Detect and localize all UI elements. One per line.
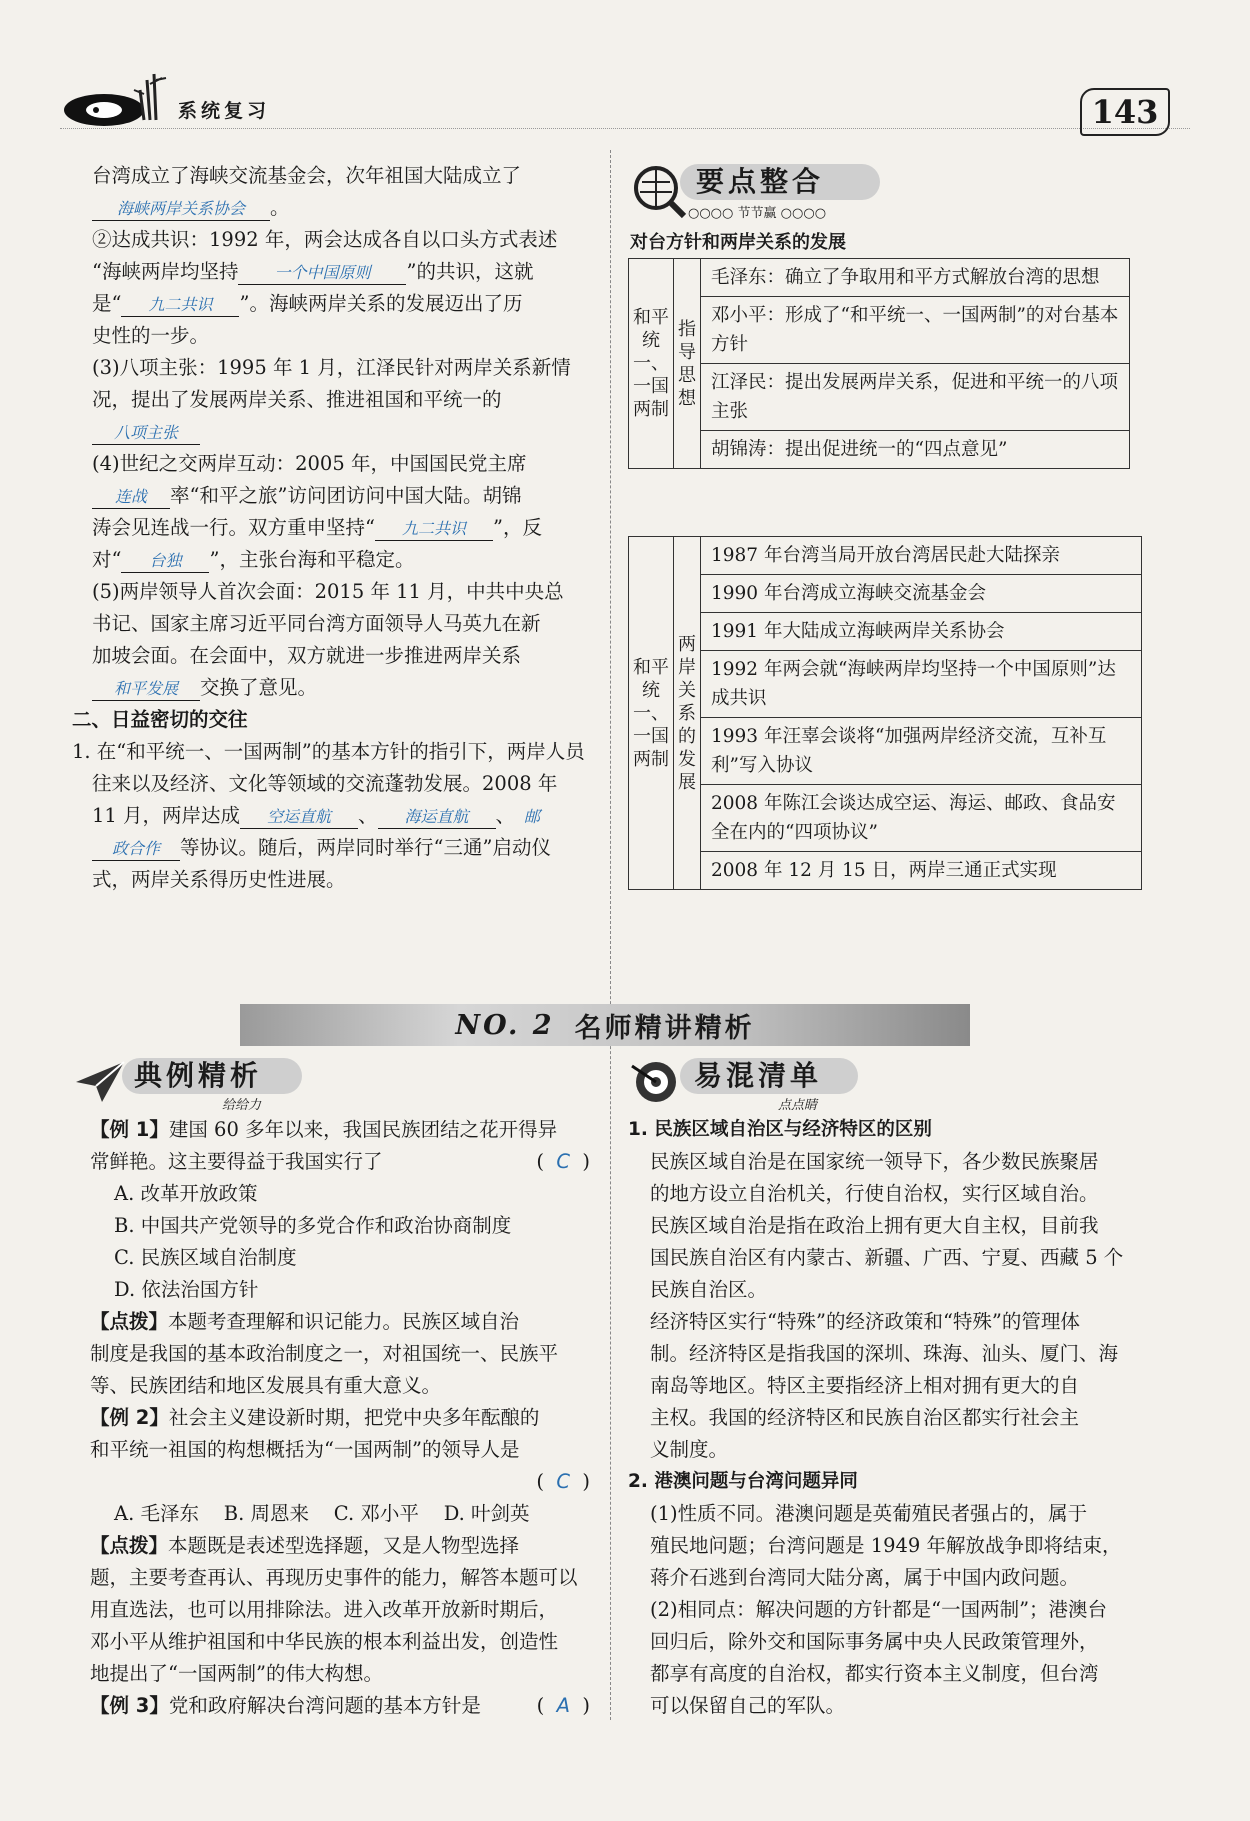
table-cell: 1990 年台湾成立海峡交流基金会 — [701, 575, 1142, 613]
examples-text — [90, 1114, 590, 1722]
text-line: ②达成共识：1992 年，两会达成各自以口头方式表述 — [92, 228, 558, 251]
text-fragment: 本题既是表述型选择题，又是人物型选择 — [168, 1534, 520, 1557]
table-cell: 指导思想 — [674, 259, 701, 469]
table-title: 对台方针和两岸关系的发展 — [630, 232, 846, 253]
section-title: 易混清单 — [694, 1059, 823, 1092]
text-fragment: 对“ — [92, 548, 122, 571]
text-fragment: 11 月，两岸达成 — [92, 804, 241, 827]
section-banner — [240, 1004, 970, 1046]
text-line: 民族自治区。 — [650, 1278, 768, 1301]
text-line: 史性的一步。 — [92, 324, 210, 347]
text-line: (2)相同点：解决问题的方针都是“一国两制”；港澳台 — [650, 1598, 1108, 1621]
text-fragment: 率“和平之旅”访问团访问中国大陆。胡锦 — [170, 484, 522, 507]
example-tag: 【例 1】 — [90, 1118, 169, 1141]
text-line: 1. 在“和平统一、一国两制”的基本方针的指引下，两岸人员 — [72, 740, 585, 763]
page-number: 143 — [1080, 88, 1170, 136]
text-line: 国民族自治区有内蒙古、新疆、广西、宁夏、西藏 5 个 — [650, 1246, 1124, 1269]
answer-blank: 海峡两岸关系协会 — [92, 198, 270, 221]
text-fragment: 。 — [270, 196, 290, 219]
text-line: 题，主要考查再认、再现历史事件的能力，解答本题可以 — [90, 1566, 578, 1589]
text-line: 殖民地问题；台湾问题是 1949 年解放战争即将结束， — [650, 1534, 1122, 1557]
text-line — [92, 480, 592, 512]
answer-blank: 一个中国原则 — [238, 262, 406, 285]
text-line: 可以保留自己的军队。 — [650, 1694, 846, 1717]
text-line: 往来以及经济、文化等领域的交流蓬勃发展。2008 年 — [92, 772, 558, 795]
section-subtitle: 给给力 — [222, 1098, 262, 1113]
text-line — [90, 1306, 590, 1338]
text-line — [90, 1530, 590, 1562]
target-icon — [628, 1056, 688, 1106]
text-line: (1)性质不同。港澳问题是英葡殖民者强占的，属于 — [650, 1502, 1088, 1525]
text-fragment: 建国 60 多年以来，我国民族团结之花开得异 — [168, 1118, 558, 1141]
text-fragment: 社会主义建设新时期，把党中央多年酝酿的 — [168, 1406, 540, 1429]
magnifier-globe-icon — [628, 160, 688, 220]
text-line: (5)两岸领导人首次会面：2015 年 11 月，中共中央总 — [92, 580, 564, 603]
answer-blank: 空运直航 — [240, 806, 358, 829]
confusables-text — [628, 1114, 1148, 1722]
text-line — [92, 832, 592, 864]
table-cell: 1992 年两会就“海峡两岸均坚持一个中国原则”达成共识 — [701, 651, 1142, 718]
answer-blank: 台独 — [121, 550, 209, 573]
section-title: 要点整合 — [696, 165, 825, 198]
text-line: (4)世纪之交两岸互动：2005 年，中国国民党主席 — [92, 452, 527, 475]
text-fragment: 涛会见连战一行。双方重申坚持“ — [92, 516, 375, 539]
text-line — [90, 1466, 590, 1498]
section-subtitle: 点点睛 — [778, 1098, 818, 1113]
text-line — [92, 544, 592, 576]
answer-blank: 九二共识 — [121, 294, 239, 317]
answer-blank: 邮 — [524, 807, 541, 826]
answer-blank: 海运直航 — [378, 806, 496, 829]
text-line: 都享有高度的自治权，都实行资本主义制度，但台湾 — [650, 1662, 1099, 1685]
table-cell: 1991 年大陆成立海峡两岸关系协会 — [701, 613, 1142, 651]
section-title: 典例精析 — [134, 1059, 263, 1092]
table-cell: 毛泽东：确立了争取用和平方式解放台湾的思想 — [701, 259, 1130, 297]
answer-letter: A — [556, 1694, 570, 1717]
text-line: 制度是我国的基本政治制度之一，对祖国统一、民族平 — [90, 1342, 559, 1365]
text-line: 义制度。 — [650, 1438, 729, 1461]
text-line: 台湾成立了海峡交流基金会，次年祖国大陆成立了 — [92, 164, 522, 187]
text-line — [92, 416, 592, 448]
text-fragment: 是“ — [92, 292, 122, 315]
yin-yang-bamboo-icon — [62, 70, 172, 130]
answer-bracket: ( C ) — [536, 1470, 590, 1493]
text-line: 地提出了“一国两制”的伟大构想。 — [90, 1662, 383, 1685]
option: B. 中国共产党领导的多党合作和政治协商制度 — [114, 1214, 512, 1237]
text-line — [92, 256, 592, 288]
text-fragment: 本题考查理解和识记能力。民族区域自治 — [168, 1310, 520, 1333]
example-tag: 【例 3】 — [90, 1694, 169, 1717]
text-fragment: ”。海峡两岸关系的发展迈出了历 — [239, 292, 523, 315]
table-cell: 和平统一、一国两制 — [629, 537, 674, 890]
text-line: 回归后，除外交和国际事务属中央人民政策管理外， — [650, 1630, 1099, 1653]
text-fragment: ”的共识，这就 — [406, 260, 534, 283]
text-line: 的地方设立自治机关，行使自治权，实行区域自治。 — [650, 1182, 1099, 1205]
table-cell: 江泽民：提出发展两岸关系，促进和平统一的八项主张 — [701, 364, 1130, 431]
guiding-thought-table — [628, 258, 1130, 469]
section-title: 二、日益密切的交往 — [72, 708, 248, 731]
answer-bracket: ( A ) — [536, 1694, 590, 1717]
subheading: 1. 民族区域自治区与经济特区的区别 — [628, 1119, 932, 1140]
table-cell: 两岸关系的发展 — [674, 537, 701, 890]
text-line: (3)八项主张：1995 年 1 月，江泽民针对两岸关系新情 — [92, 356, 571, 379]
text-line: 经济特区实行“特殊”的经济政策和“特殊”的管理体 — [650, 1310, 1080, 1333]
subheading: 2. 港澳问题与台湾问题异同 — [628, 1471, 858, 1492]
text-line: 蒋介石逃到台湾同大陆分离，属于中国内政问题。 — [650, 1566, 1080, 1589]
table-cell: 1993 年汪辜会谈将“加强两岸经济交流，互补互利”写入协议 — [701, 718, 1142, 785]
text-line — [92, 800, 592, 832]
text-line — [90, 1690, 590, 1722]
tip-tag: 【点拨】 — [90, 1534, 169, 1557]
left-top-text — [72, 160, 592, 896]
text-fragment: “海峡两岸均坚持 — [92, 260, 239, 283]
text-line: 民族区域自治是指在政治上拥有更大自主权，目前我 — [650, 1214, 1099, 1237]
answer-blank: 八项主张 — [92, 422, 200, 445]
text-line: 加坡会面。在会面中，双方就进一步推进两岸关系 — [92, 644, 522, 667]
table-cell: 2008 年 12 月 15 日，两岸三通正式实现 — [701, 852, 1142, 890]
text-line: 南岛等地区。特区主要指经济上相对拥有更大的自 — [650, 1374, 1080, 1397]
text-line — [92, 512, 592, 544]
text-fragment: 党和政府解决台湾问题的基本方针是 — [168, 1694, 481, 1717]
text-fragment: 交换了意见。 — [200, 676, 318, 699]
answer-letter: C — [556, 1470, 570, 1493]
text-line: 邓小平从维护祖国和中华民族的根本利益出发，创造性 — [90, 1630, 559, 1653]
tip-tag: 【点拨】 — [90, 1310, 169, 1333]
text-line — [90, 1146, 590, 1178]
section-subtitle: ○○○○ 节节赢 ○○○○ — [688, 206, 827, 221]
answer-blank: 和平发展 — [92, 678, 200, 701]
header-section: 系统复习 — [178, 100, 271, 122]
table-cell: 邓小平：形成了“和平统一、一国两制”的对台基本方针 — [701, 297, 1130, 364]
text-line: 式，两岸关系得历史性进展。 — [92, 868, 346, 891]
table-cell: 和平统一、一国两制 — [629, 259, 674, 469]
answer-blank: 九二共识 — [375, 518, 493, 541]
text-line — [90, 1114, 590, 1146]
column-divider — [610, 150, 611, 1720]
text-fragment: 、 — [358, 804, 378, 827]
text-line: 书记、国家主席习近平同台湾方面领导人马英九在新 — [92, 612, 541, 635]
text-fragment: 、 — [495, 804, 516, 827]
text-fragment: 常鲜艳。这主要得益于我国实行了 — [90, 1150, 383, 1173]
header-rule — [60, 128, 1190, 129]
answer-blank: 连战 — [92, 486, 170, 509]
subtitle-text: 节节赢 — [737, 206, 777, 221]
answer-blank: 政合作 — [92, 838, 180, 861]
text-line: 况，提出了发展两岸关系、推进祖国和平统一的 — [92, 388, 502, 411]
text-fragment: ”，主张台海和平稳定。 — [209, 548, 415, 571]
section-header-key-points — [628, 160, 888, 222]
text-fragment: 等协议。随后，两岸同时举行“三通”启动仪 — [180, 836, 551, 859]
text-line — [92, 192, 592, 224]
header-logo — [62, 70, 172, 130]
text-line: 和平统一祖国的构想概括为“一国两制”的领导人是 — [90, 1438, 520, 1461]
option-row: A. 毛泽东 B. 周恩来 C. 邓小平 D. 叶剑英 — [114, 1502, 530, 1525]
banner-number: NO. 2 — [455, 1009, 555, 1041]
table-cell: 2008 年陈江会谈达成空运、海运、邮政、食品安全在内的“四项协议” — [701, 785, 1142, 852]
answer-letter: C — [556, 1150, 570, 1173]
text-line: 等、民族团结和地区发展具有重大意义。 — [90, 1374, 442, 1397]
section-header-examples — [72, 1054, 312, 1113]
banner-title: 名师精讲精析 — [574, 1012, 755, 1044]
text-line: 民族区域自治是在国家统一领导下，各少数民族聚居 — [650, 1150, 1099, 1173]
cross-strait-development-table — [628, 536, 1142, 890]
text-line — [90, 1402, 590, 1434]
table-cell: 胡锦涛：提出促进统一的“四点意见” — [701, 431, 1130, 469]
example-tag: 【例 2】 — [90, 1406, 169, 1429]
text-line — [92, 288, 592, 320]
text-line: 主权。我国的经济特区和民族自治区都实行社会主 — [650, 1406, 1080, 1429]
text-fragment: ”，反 — [492, 516, 542, 539]
option: A. 改革开放政策 — [114, 1182, 258, 1205]
text-line: 制。经济特区是指我国的深圳、珠海、汕头、厦门、海 — [650, 1342, 1119, 1365]
text-line — [92, 672, 592, 704]
option: C. 民族区域自治制度 — [114, 1246, 297, 1269]
paper-plane-icon — [72, 1056, 128, 1106]
section-header-confusables — [628, 1054, 868, 1113]
table-cell: 1987 年台湾当局开放台湾居民赴大陆探亲 — [701, 537, 1142, 575]
text-line: 用直选法，也可以用排除法。进入改革开放新时期后， — [90, 1598, 559, 1621]
option: D. 依法治国方针 — [114, 1278, 259, 1301]
answer-bracket: ( C ) — [536, 1150, 590, 1173]
